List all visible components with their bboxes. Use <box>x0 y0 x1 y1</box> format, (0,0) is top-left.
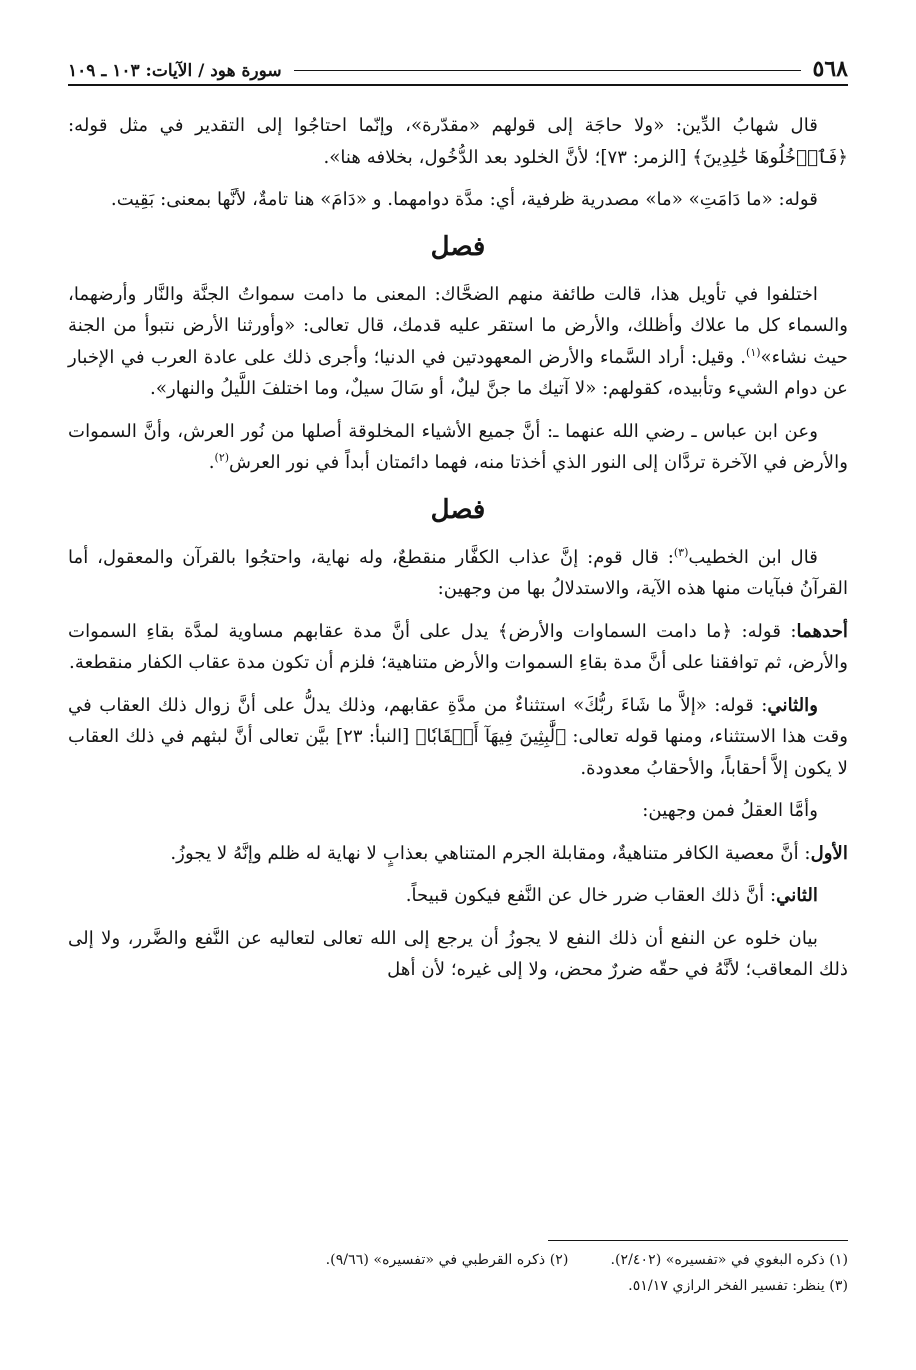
section-heading-1: فصل <box>430 231 486 262</box>
footnote-3: (٣) ينظر: تفسير الفخر الرازي ٥١/١٧. <box>628 1278 848 1294</box>
intro-paragraph-1: قال شهابُ الدِّين: «ولا حاجَة إلى قولهم «مقدّرة»، وإنّما احتاجُوا إلى التقدير في مثل قوله: ﴿فَٱدۡخُلُوهَا خَٰلِدِينَ﴾ [الزمر: ٧٣]؛ لأنَّ الخلود بعد الدُّخُول، بخلافه هنا». <box>68 115 848 168</box>
argument-text: : قوله: «إلاَّ ما شَاءَ ربُّكَ» استثناءٌ من مدَّةِ عقابهم، وذلك يدلُّ على أنَّ زوال ذلك العقاب في وقت هذا الاستثناء، ومنها قوله تعالى: ﴿لَّٰبِثِينَ فِيهَآ أَحۡقَابٗا﴾ [النبأ: ٢٣] بيَّن تعالى أنَّ لبثهم في ذلك العقاب لا يكون إلاَّ أحقاباً، والأحقابُ معدودة. <box>68 694 848 779</box>
closing-paragraph: بيان خلوه عن النفع أن ذلك النفع لا يجوزُ أن يرجع إلى الله تعالى لتعاليه عن النَّفع والضَّرر، ولا إلى ذلك المعاقب؛ لأنَّهُ في حقّه ضررٌ محض، ولا إلى غيره؛ لأن أهل <box>68 927 848 980</box>
reason-first <box>68 838 848 870</box>
reason-second <box>68 880 848 912</box>
footnote-marker-2[interactable]: (٢) <box>214 450 230 464</box>
argument-second <box>68 690 848 785</box>
footnote-marker-1[interactable]: (١) <box>746 345 761 359</box>
reason-label: الأول <box>810 842 848 864</box>
paragraph-text: وعن ابن عباس ـ رضي الله عنهما ـ: أنَّ جميع الأشياء المخلوقة أصلها من نُور العرش، وأنَّ السموات والأرض في الآخرة تردَّان إلى النور الذي أخذتا منه، فهما دائمتان أبداً في نور العرش <box>68 420 848 473</box>
main-text <box>68 86 848 986</box>
reason-label: الثاني <box>776 885 818 906</box>
argument-first <box>68 616 848 679</box>
header-rule <box>294 70 801 71</box>
section-heading-2: فصل <box>430 494 486 525</box>
footnote-rule <box>548 1240 848 1241</box>
footnote-marker-3[interactable]: (٣) <box>673 545 689 559</box>
section1-paragraph-2 <box>68 416 848 479</box>
argument-label: أحدهما <box>796 620 848 642</box>
reason-text: : أنَّ معصية الكافر متناهيةٌ، ومقابلة الجرم المتناهي بعذابٍ لا نهاية له ظلم وإنَّهُ لا يجوزُ. <box>170 842 811 864</box>
section1-paragraph-1 <box>68 279 848 405</box>
argument-label: والثاني <box>767 694 818 716</box>
paragraph-text: قال ابن الخطيب <box>688 546 818 568</box>
intro-paragraph-2: قوله: «ما دَامَتِ» «ما» مصدرية ظرفية، أي: مدَّة دوامهما. و «دَامَ» هنا تامةٌ، لأنَّها بمعنى: بَقِيت. <box>110 189 818 210</box>
page-number: ٥٦٨ <box>812 56 848 82</box>
paragraph-text: : قال قوم: إنَّ عذاب الكفَّار منقطعٌ، وله نهاية، واحتجُوا بالقرآن والمعقول، أما القرآنُ فبآيات منها هذه الآية، والاستدلالُ بها من وجهين: <box>68 546 848 599</box>
running-head: سورة هود / الآيات: ١٠٣ ـ ١٠٩ <box>68 61 282 81</box>
paragraph-text: . وقيل: أراد السَّماء والأرض المعهودتين في الدنيا؛ وأجرى ذلك على عادة العرب في الإخبار عن دوام الشيء وتأبيده، كقولهم: «لا آتيك ما جنَّ ليلٌ، أو سَالَ سيلٌ، وما اختلفَ اللَّيلُ والنهار». <box>68 346 848 399</box>
page-header <box>68 46 848 86</box>
paragraph-text: . <box>208 452 215 473</box>
footnotes <box>68 1240 848 1299</box>
footnote-1: (١) ذكره البغوي في «تفسيره» (٢/٤٠٢). <box>610 1252 848 1268</box>
reason-intro: وأمَّا العقلُ فمن وجهين: <box>642 800 818 821</box>
reason-text: : أنَّ ذلك العقاب ضرر خال عن النَّفع فيكون قبيحاً. <box>405 885 777 906</box>
footnote-row <box>68 1247 848 1273</box>
section2-paragraph-1 <box>68 542 848 605</box>
paragraph-text: اختلفوا في تأويل هذا، قالت طائفة منهم الضحَّاك: المعنى ما دامت سمواتُ الجنَّة والنَّار وأرضهما، والسماء كل ما علاك وأظلك، والأرض ما استقر عليه قدمك، قال تعالى: «وأورثنا الأرض نتبوأ من الجنة حيث نشاء» <box>68 283 848 368</box>
footnote-2: (٢) ذكره القرطبي في «تفسيره» (٩/٦٦). <box>325 1252 569 1268</box>
argument-text: : قوله: ﴿ما دامت السماوات والأرض﴾ يدل على أنَّ مدة عقابهم مساوية لمدَّة بقاءِ السموات والأرض، ثم توافقنا على أنَّ مدة بقاءِ السموات والأرض متناهية؛ فلزم أن تكون مدة عقاب الكفار منقطعة. <box>68 620 848 673</box>
